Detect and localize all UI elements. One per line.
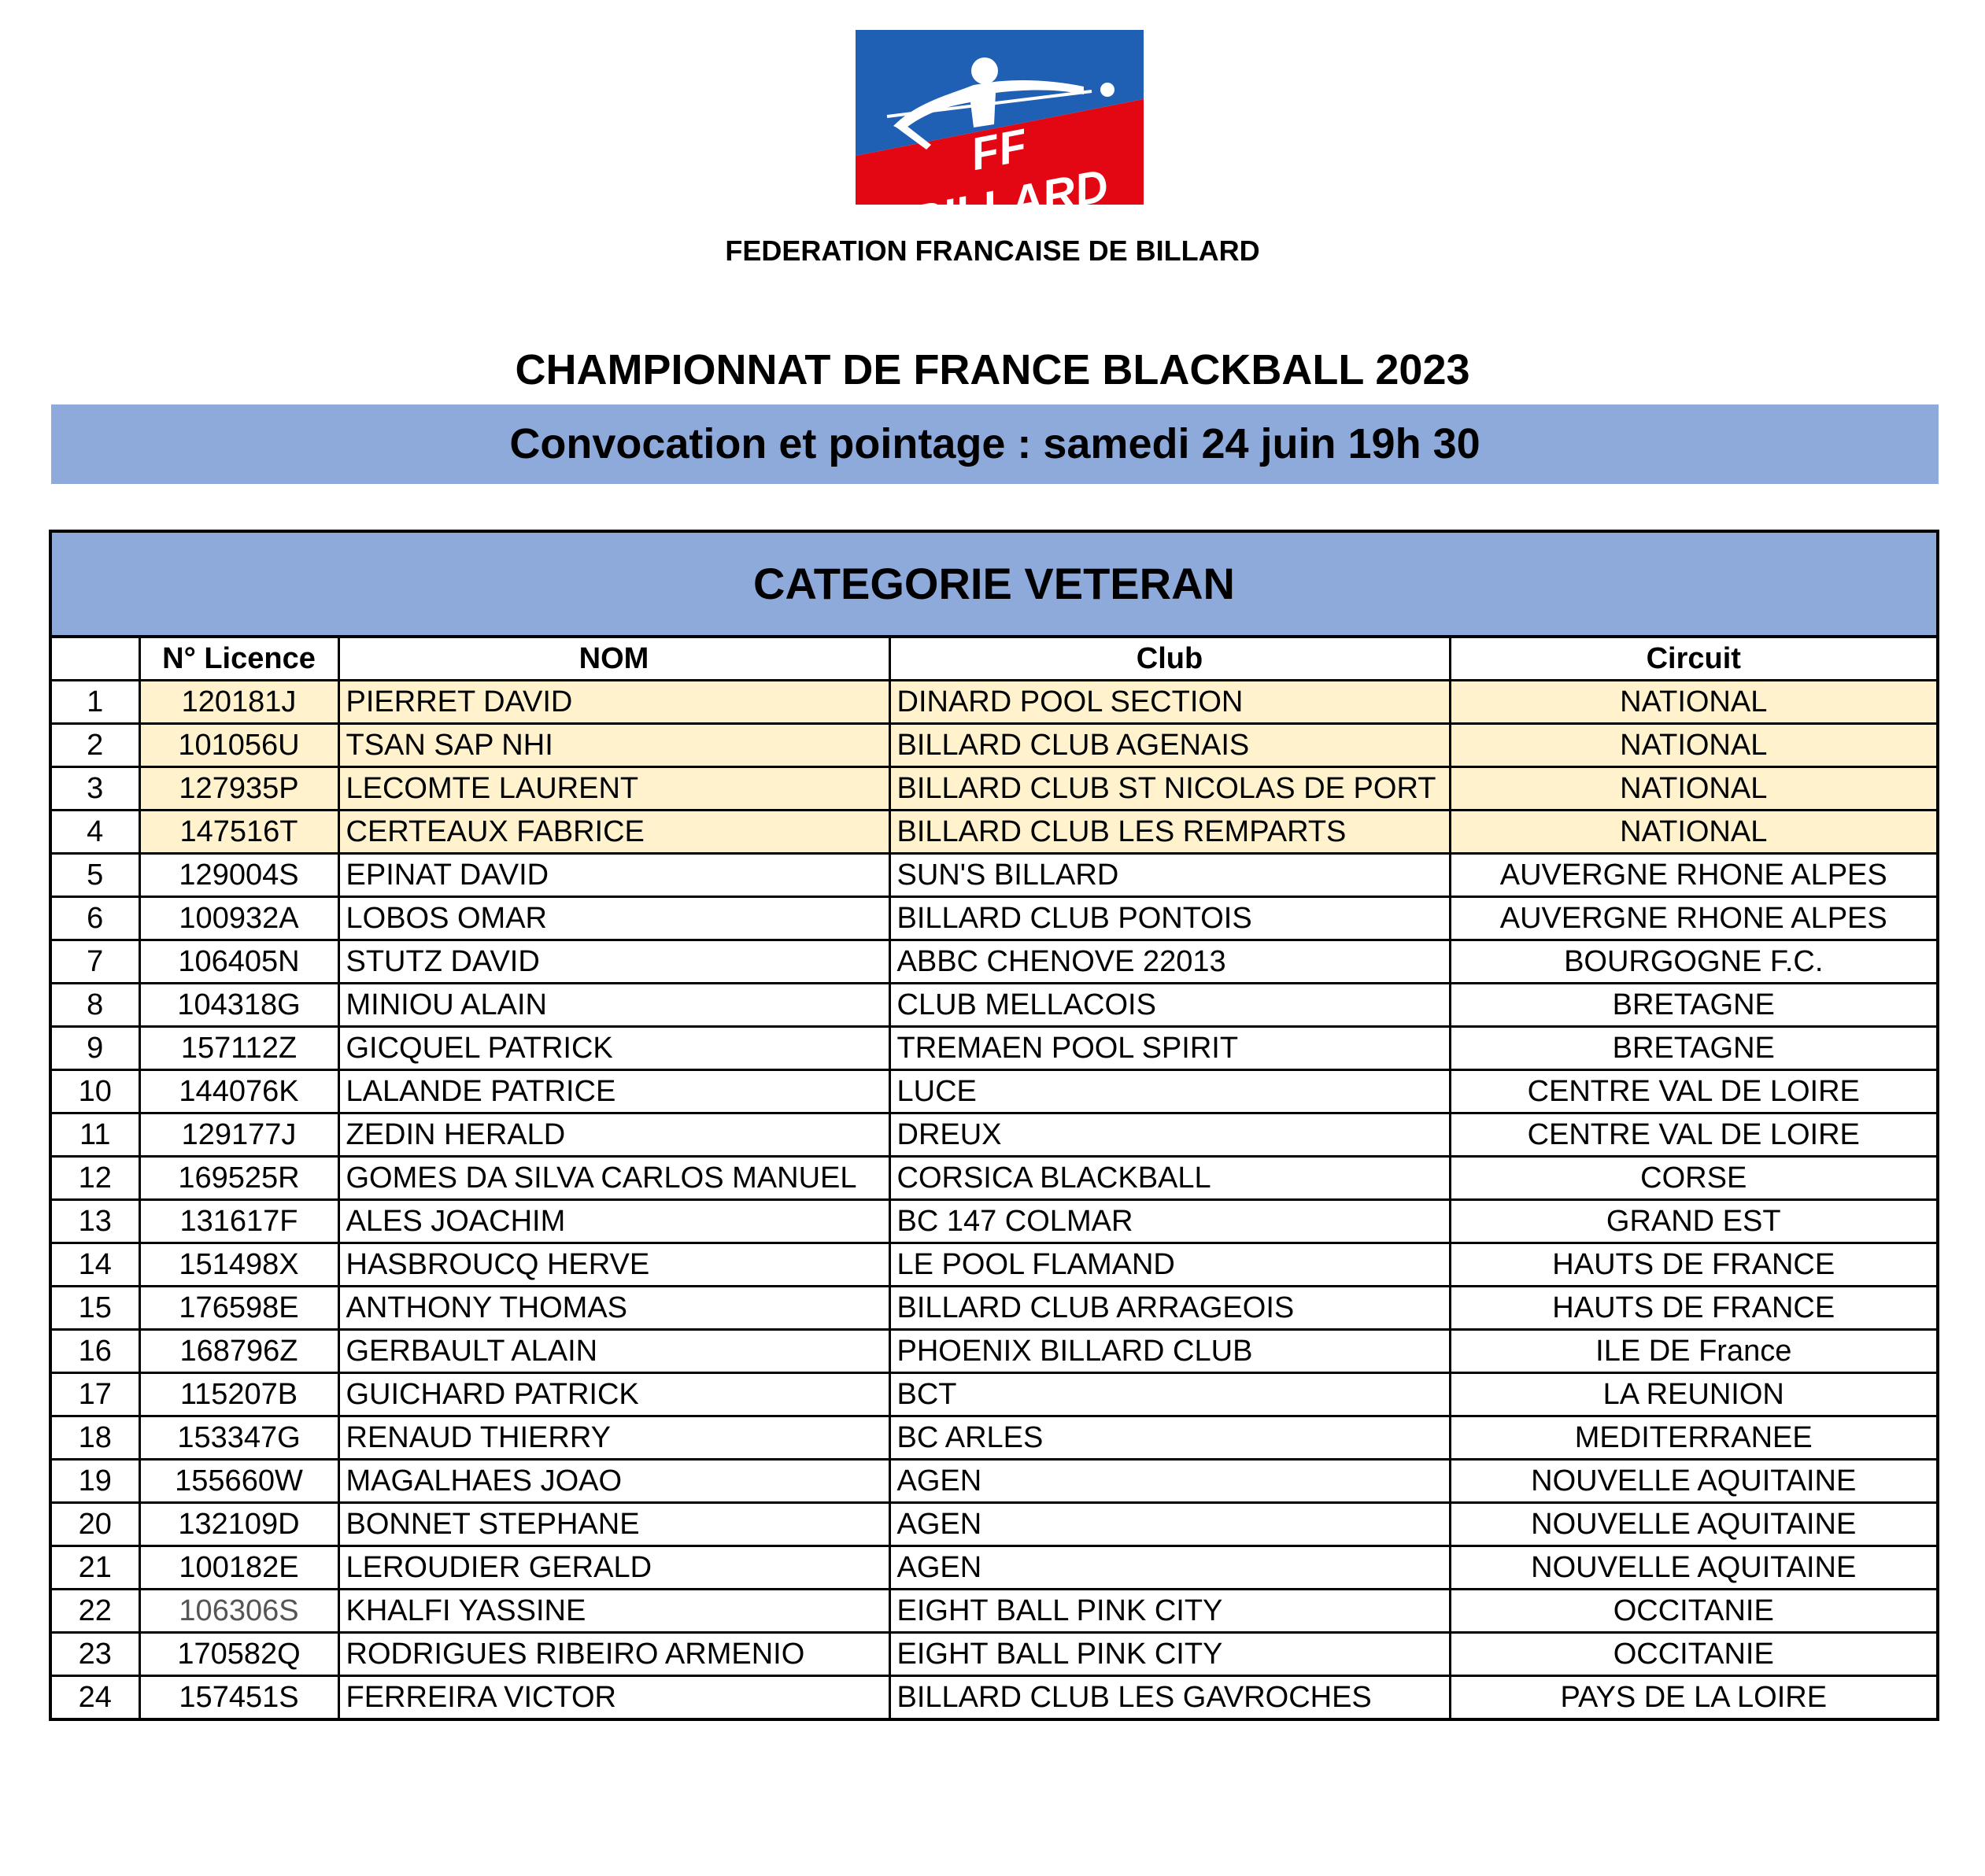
table-row xyxy=(52,1676,1936,1719)
licence-cell: 176598E xyxy=(139,1287,338,1330)
nom-cell: LECOMTE LAURENT xyxy=(338,767,889,811)
table-row xyxy=(52,681,1936,724)
club-cell: AGEN xyxy=(889,1503,1450,1546)
header-circuit: Circuit xyxy=(1450,638,1936,681)
row-number: 15 xyxy=(52,1287,139,1330)
table-row xyxy=(52,811,1936,854)
nom-cell: LOBOS OMAR xyxy=(338,897,889,940)
table-row xyxy=(52,897,1936,940)
licence-cell: 157451S xyxy=(139,1676,338,1719)
row-number: 21 xyxy=(52,1546,139,1590)
header-club: Club xyxy=(889,638,1450,681)
club-cell: PHOENIX BILLARD CLUB xyxy=(889,1330,1450,1373)
licence-cell: 101056U xyxy=(139,724,338,767)
nom-cell: BONNET STEPHANE xyxy=(338,1503,889,1546)
circuit-cell: OCCITANIE xyxy=(1450,1590,1936,1633)
club-cell: SUN'S BILLARD xyxy=(889,854,1450,897)
row-number: 10 xyxy=(52,1070,139,1113)
table-row xyxy=(52,1200,1936,1243)
row-number: 22 xyxy=(52,1590,139,1633)
row-number: 20 xyxy=(52,1503,139,1546)
row-number: 13 xyxy=(52,1200,139,1243)
club-cell: AGEN xyxy=(889,1460,1450,1503)
table-row xyxy=(52,767,1936,811)
licence-cell: 170582Q xyxy=(139,1633,338,1676)
table-row xyxy=(52,1287,1936,1330)
circuit-cell: BOURGOGNE F.C. xyxy=(1450,940,1936,984)
circuit-cell: NOUVELLE AQUITAINE xyxy=(1450,1503,1936,1546)
nom-cell: RENAUD THIERRY xyxy=(338,1416,889,1460)
row-number: 16 xyxy=(52,1330,139,1373)
row-number: 19 xyxy=(52,1460,139,1503)
club-cell: LUCE xyxy=(889,1070,1450,1113)
circuit-cell: PAYS DE LA LOIRE xyxy=(1450,1676,1936,1719)
licence-cell: 155660W xyxy=(139,1460,338,1503)
circuit-cell: NATIONAL xyxy=(1450,681,1936,724)
nom-cell: RODRIGUES RIBEIRO ARMENIO xyxy=(338,1633,889,1676)
nom-cell: CERTEAUX FABRICE xyxy=(338,811,889,854)
table-row xyxy=(52,1633,1936,1676)
circuit-cell: OCCITANIE xyxy=(1450,1633,1936,1676)
nom-cell: ZEDIN HERALD xyxy=(338,1113,889,1157)
licence-cell: 147516T xyxy=(139,811,338,854)
row-number: 3 xyxy=(52,767,139,811)
circuit-cell: ILE DE France xyxy=(1450,1330,1936,1373)
nom-cell: HASBROUCQ HERVE xyxy=(338,1243,889,1287)
row-number: 14 xyxy=(52,1243,139,1287)
circuit-cell: NATIONAL xyxy=(1450,811,1936,854)
convocation-banner: Convocation et pointage : samedi 24 juin 19h 30 xyxy=(51,404,1939,484)
circuit-cell: NOUVELLE AQUITAINE xyxy=(1450,1546,1936,1590)
table-row xyxy=(52,1460,1936,1503)
club-cell: BCT xyxy=(889,1373,1450,1416)
table-row xyxy=(52,940,1936,984)
row-number: 17 xyxy=(52,1373,139,1416)
row-number: 24 xyxy=(52,1676,139,1719)
nom-cell: ANTHONY THOMAS xyxy=(338,1287,889,1330)
table-header-row xyxy=(52,638,1936,681)
players-table xyxy=(52,638,1936,1718)
licence-cell: 127935P xyxy=(139,767,338,811)
table-row xyxy=(52,1027,1936,1070)
circuit-cell: HAUTS DE FRANCE xyxy=(1450,1287,1936,1330)
club-cell: TREMAEN POOL SPIRIT xyxy=(889,1027,1450,1070)
licence-cell: 151498X xyxy=(139,1243,338,1287)
circuit-cell: BRETAGNE xyxy=(1450,1027,1936,1070)
club-cell: CORSICA BLACKBALL xyxy=(889,1157,1450,1200)
nom-cell: ALES JOACHIM xyxy=(338,1200,889,1243)
licence-cell: 157112Z xyxy=(139,1027,338,1070)
nom-cell: FERREIRA VICTOR xyxy=(338,1676,889,1719)
licence-cell: 168796Z xyxy=(139,1330,338,1373)
players-sheet xyxy=(49,530,1939,1721)
circuit-cell: MEDITERRANEE xyxy=(1450,1416,1936,1460)
nom-cell: GOMES DA SILVA CARLOS MANUEL xyxy=(338,1157,889,1200)
table-row xyxy=(52,724,1936,767)
circuit-cell: NATIONAL xyxy=(1450,767,1936,811)
row-number: 8 xyxy=(52,984,139,1027)
nom-cell: STUTZ DAVID xyxy=(338,940,889,984)
club-cell: BC ARLES xyxy=(889,1416,1450,1460)
nom-cell: GERBAULT ALAIN xyxy=(338,1330,889,1373)
table-row xyxy=(52,1113,1936,1157)
licence-cell: 153347G xyxy=(139,1416,338,1460)
club-cell: AGEN xyxy=(889,1546,1450,1590)
row-number: 4 xyxy=(52,811,139,854)
nom-cell: LEROUDIER GERALD xyxy=(338,1546,889,1590)
circuit-cell: AUVERGNE RHONE ALPES xyxy=(1450,854,1936,897)
row-number: 12 xyxy=(52,1157,139,1200)
nom-cell: LALANDE PATRICE xyxy=(338,1070,889,1113)
licence-cell: 129177J xyxy=(139,1113,338,1157)
licence-cell: 120181J xyxy=(139,681,338,724)
nom-cell: PIERRET DAVID xyxy=(338,681,889,724)
row-number: 1 xyxy=(52,681,139,724)
club-cell: BILLARD CLUB LES REMPARTS xyxy=(889,811,1450,854)
nom-cell: GICQUEL PATRICK xyxy=(338,1027,889,1070)
nom-cell: KHALFI YASSINE xyxy=(338,1590,889,1633)
circuit-cell: CENTRE VAL DE LOIRE xyxy=(1450,1113,1936,1157)
licence-cell: 131617F xyxy=(139,1200,338,1243)
licence-cell: 100932A xyxy=(139,897,338,940)
table-row xyxy=(52,1546,1936,1590)
logo-text: FF BILLARD xyxy=(906,119,1113,249)
header-licence: N° Licence xyxy=(139,638,338,681)
table-row xyxy=(52,1243,1936,1287)
circuit-cell: NATIONAL xyxy=(1450,724,1936,767)
nom-cell: EPINAT DAVID xyxy=(338,854,889,897)
circuit-cell: CORSE xyxy=(1450,1157,1936,1200)
table-row xyxy=(52,1070,1936,1113)
nom-cell: MINIOU ALAIN xyxy=(338,984,889,1027)
circuit-cell: HAUTS DE FRANCE xyxy=(1450,1243,1936,1287)
nom-cell: MAGALHAES JOAO xyxy=(338,1460,889,1503)
row-number: 23 xyxy=(52,1633,139,1676)
table-row xyxy=(52,984,1936,1027)
licence-cell: 144076K xyxy=(139,1070,338,1113)
nom-cell: GUICHARD PATRICK xyxy=(338,1373,889,1416)
club-cell: BC 147 COLMAR xyxy=(889,1200,1450,1243)
licence-cell: 106405N xyxy=(139,940,338,984)
table-row xyxy=(52,1330,1936,1373)
circuit-cell: GRAND EST xyxy=(1450,1200,1936,1243)
licence-cell: 106306S xyxy=(139,1590,338,1633)
table-row xyxy=(52,1503,1936,1546)
club-cell: BILLARD CLUB PONTOIS xyxy=(889,897,1450,940)
club-cell: CLUB MELLACOIS xyxy=(889,984,1450,1027)
category-title: CATEGORIE VETERAN xyxy=(52,533,1936,638)
circuit-cell: BRETAGNE xyxy=(1450,984,1936,1027)
row-number: 2 xyxy=(52,724,139,767)
circuit-cell: CENTRE VAL DE LOIRE xyxy=(1450,1070,1936,1113)
club-cell: ABBC CHENOVE 22013 xyxy=(889,940,1450,984)
row-number: 7 xyxy=(52,940,139,984)
club-cell: EIGHT BALL PINK CITY xyxy=(889,1633,1450,1676)
table-row xyxy=(52,854,1936,897)
ff-billard-logo xyxy=(856,30,1144,249)
table-row xyxy=(52,1416,1936,1460)
licence-cell: 132109D xyxy=(139,1503,338,1546)
club-cell: DREUX xyxy=(889,1113,1450,1157)
circuit-cell: LA REUNION xyxy=(1450,1373,1936,1416)
header-nom: NOM xyxy=(338,638,889,681)
licence-cell: 104318G xyxy=(139,984,338,1027)
circuit-cell: AUVERGNE RHONE ALPES xyxy=(1450,897,1936,940)
licence-cell: 100182E xyxy=(139,1546,338,1590)
header-rank xyxy=(52,638,139,681)
table-row xyxy=(52,1373,1936,1416)
club-cell: DINARD POOL SECTION xyxy=(889,681,1450,724)
club-cell: BILLARD CLUB ST NICOLAS DE PORT xyxy=(889,767,1450,811)
page-title: CHAMPIONNAT DE FRANCE BLACKBALL 2023 xyxy=(515,346,1470,393)
row-number: 18 xyxy=(52,1416,139,1460)
club-cell: BILLARD CLUB LES GAVROCHES xyxy=(889,1676,1450,1719)
nom-cell: TSAN SAP NHI xyxy=(338,724,889,767)
club-cell: EIGHT BALL PINK CITY xyxy=(889,1590,1450,1633)
row-number: 6 xyxy=(52,897,139,940)
circuit-cell: NOUVELLE AQUITAINE xyxy=(1450,1460,1936,1503)
row-number: 9 xyxy=(52,1027,139,1070)
table-row xyxy=(52,1157,1936,1200)
club-cell: BILLARD CLUB AGENAIS xyxy=(889,724,1450,767)
club-cell: LE POOL FLAMAND xyxy=(889,1243,1450,1287)
table-row xyxy=(52,1590,1936,1633)
licence-cell: 129004S xyxy=(139,854,338,897)
row-number: 5 xyxy=(52,854,139,897)
club-cell: BILLARD CLUB ARRAGEOIS xyxy=(889,1287,1450,1330)
licence-cell: 115207B xyxy=(139,1373,338,1416)
row-number: 11 xyxy=(52,1113,139,1157)
federation-name: FEDERATION FRANCAISE DE BILLARD xyxy=(725,234,1260,267)
licence-cell: 169525R xyxy=(139,1157,338,1200)
